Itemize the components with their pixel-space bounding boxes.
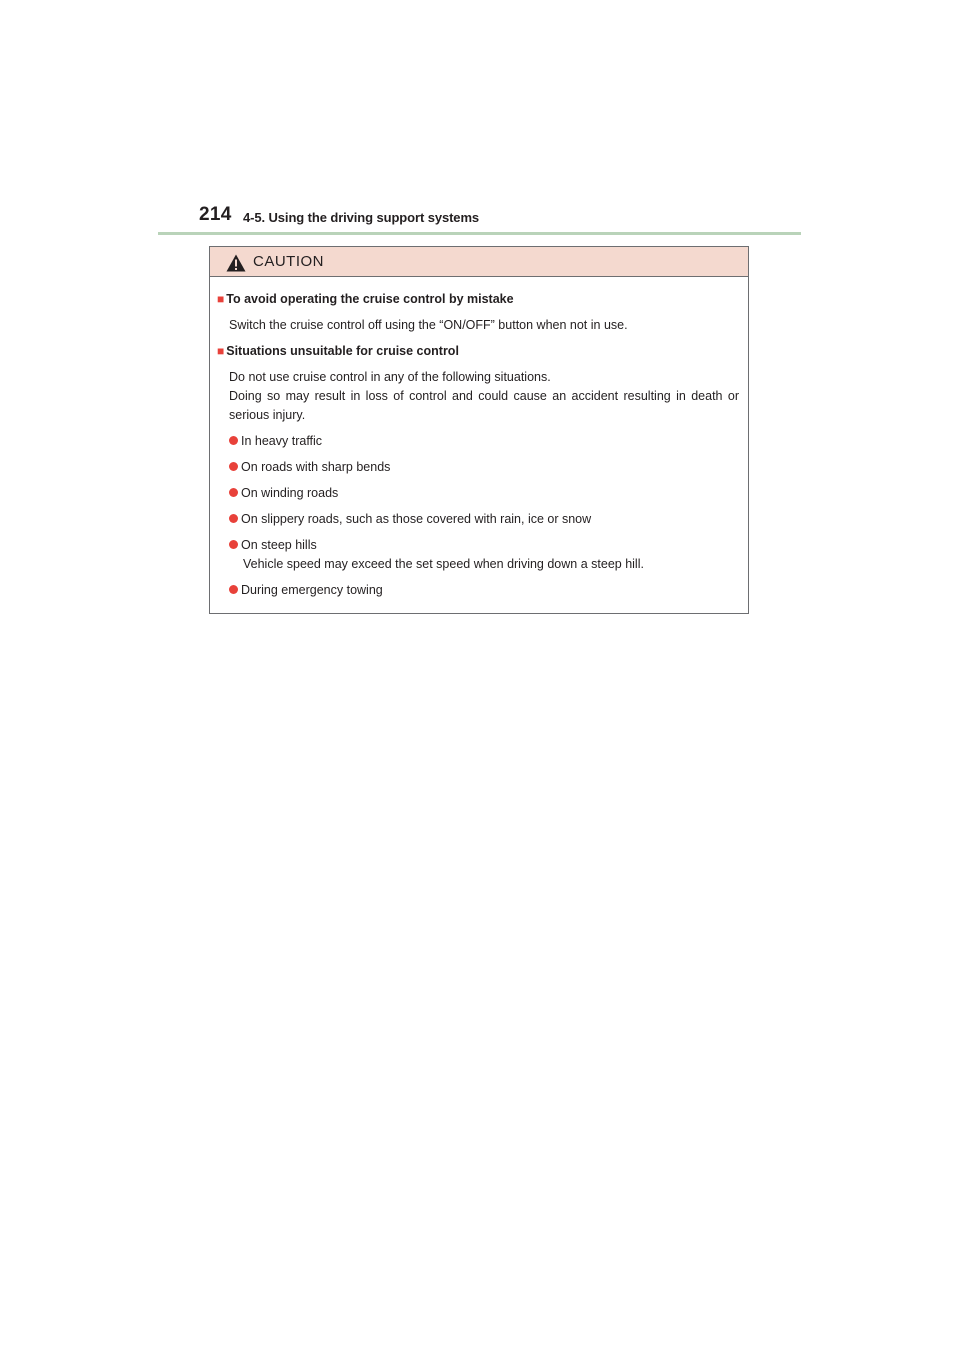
caution-box	[209, 246, 749, 614]
section-heading-mistake: ■ To avoid operating the cruise control by mistake	[217, 292, 514, 306]
warning-triangle-icon	[226, 254, 246, 272]
list-item: In heavy traffic	[229, 432, 322, 451]
section-title: 4-5. Using the driving support systems	[243, 210, 480, 225]
bullet-dot-icon	[229, 514, 238, 523]
square-bullet-icon: ■	[217, 344, 225, 358]
bullet-dot-icon	[229, 540, 238, 549]
list-item: On steep hills	[229, 536, 317, 555]
page-number: 214	[199, 204, 232, 225]
caution-label: CAUTION	[253, 253, 324, 270]
list-item: On winding roads	[229, 484, 338, 503]
square-bullet-icon: ■	[217, 292, 225, 306]
section-text-unsuitable-line1: Do not use cruise control in any of the following situations.	[229, 370, 551, 384]
page-header	[199, 204, 801, 230]
list-item: During emergency towing	[229, 581, 383, 600]
caution-header	[210, 247, 748, 277]
section-text-mistake: Switch the cruise control off using the “ON/OFF” button when not in use.	[229, 318, 628, 332]
list-item-note: Vehicle speed may exceed the set speed when driving down a steep hill.	[243, 557, 644, 571]
section-text-unsuitable-line2: Doing so may result in loss of control and could cause an accident resulting in death or serious injury.	[229, 389, 739, 422]
section-heading-unsuitable: ■ Situations unsuitable for cruise control	[217, 344, 459, 358]
header-divider	[158, 232, 801, 235]
list-item: On roads with sharp bends	[229, 458, 390, 477]
bullet-dot-icon	[229, 488, 238, 497]
bullet-dot-icon	[229, 585, 238, 594]
list-item: On slippery roads, such as those covered with rain, ice or snow	[229, 510, 591, 529]
bullet-dot-icon	[229, 436, 238, 445]
bullet-dot-icon	[229, 462, 238, 471]
